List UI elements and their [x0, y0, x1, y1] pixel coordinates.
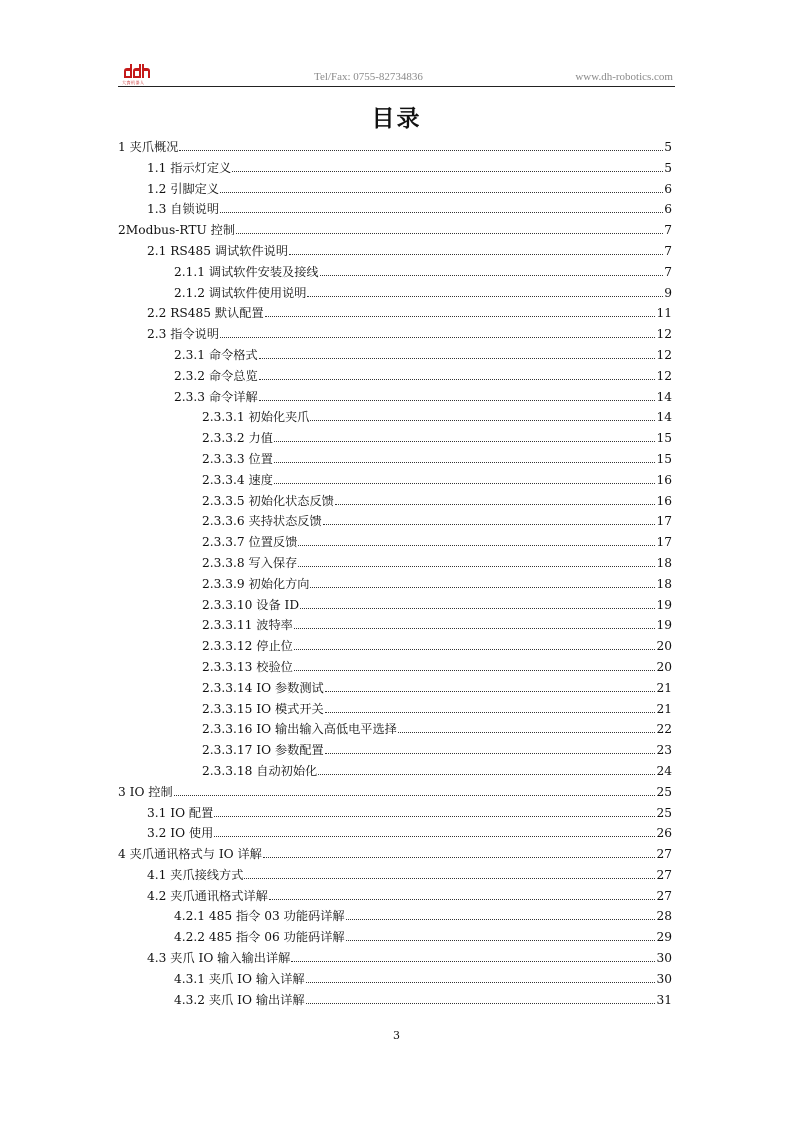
toc-entry-page: 18	[656, 555, 672, 570]
toc-entry-label: 2.3.3.9 初始化方向	[202, 576, 310, 591]
toc-leader-dots	[269, 898, 656, 900]
toc-entry-page: 14	[656, 410, 672, 425]
toc-entry-label: 2.3.1 命令格式	[174, 347, 258, 362]
toc-leader-dots	[325, 752, 656, 754]
toc-entry[interactable]	[118, 367, 672, 388]
toc-entry-page: 14	[656, 389, 672, 404]
toc-leader-dots	[300, 607, 655, 609]
toc-entry[interactable]	[118, 304, 672, 325]
toc-entry-label: 1 夹爪概况	[118, 140, 179, 154]
toc-entry-page: 19	[656, 597, 672, 612]
toc-leader-dots	[307, 295, 663, 297]
toc-leader-dots	[318, 773, 655, 775]
toc-entry-label: 2Modbus-RTU 控制	[118, 223, 236, 238]
toc-entry-label: 1.1 指示灯定义	[147, 160, 232, 175]
toc-entry-page: 11	[656, 306, 672, 321]
toc-entry-page: 23	[656, 743, 672, 758]
toc-entry[interactable]	[118, 284, 672, 305]
toc-entry-label: 2.3.3.3 位置	[202, 451, 273, 466]
toc-entry[interactable]	[118, 159, 672, 180]
toc-leader-dots	[174, 794, 656, 796]
toc-entry-label: 2.3.2 命令总览	[174, 368, 258, 383]
toc-leader-dots	[232, 170, 663, 172]
toc-leader-dots	[398, 731, 656, 733]
toc-entry[interactable]	[118, 596, 672, 617]
toc-entry-page: 24	[656, 763, 672, 778]
toc-entry-label: 2.1 RS485 调试软件说明	[147, 243, 289, 258]
toc-leader-dots	[244, 877, 655, 879]
toc-entry-label: 1.3 自锁说明	[147, 202, 220, 217]
toc-entry[interactable]	[118, 346, 672, 367]
toc-entry-page: 5	[664, 160, 672, 175]
toc-leader-dots	[310, 586, 655, 588]
toc-entry-page: 17	[656, 514, 672, 529]
table-of-contents	[118, 138, 672, 1011]
toc-leader-dots	[265, 315, 656, 317]
toc-entry-label: 2.3.3.2 力值	[202, 431, 273, 446]
toc-leader-dots	[236, 232, 663, 234]
toc-entry[interactable]	[118, 824, 672, 845]
toc-leader-dots	[179, 149, 663, 151]
toc-entry-page: 7	[664, 243, 672, 258]
toc-entry[interactable]	[118, 616, 672, 637]
toc-leader-dots	[346, 939, 656, 941]
toc-leader-dots	[325, 690, 656, 692]
toc-entry-label: 2.3.3.1 初始化夹爪	[202, 410, 310, 425]
toc-leader-dots	[220, 191, 663, 193]
toc-entry[interactable]	[118, 845, 672, 866]
toc-entry[interactable]	[118, 388, 672, 409]
toc-entry[interactable]	[118, 512, 672, 533]
toc-leader-dots	[274, 482, 656, 484]
toc-entry-page: 18	[656, 576, 672, 591]
toc-entry[interactable]	[118, 221, 672, 242]
toc-entry-page: 30	[656, 971, 672, 986]
toc-entry[interactable]	[118, 970, 672, 991]
toc-entry-label: 4.2.1 485 指令 03 功能码详解	[174, 909, 345, 924]
toc-entry[interactable]	[118, 429, 672, 450]
toc-entry-label: 3 IO 控制	[118, 784, 173, 799]
toc-entry-page: 17	[656, 535, 672, 550]
toc-leader-dots	[323, 523, 656, 525]
toc-entry-page: 6	[664, 202, 672, 217]
toc-leader-dots	[325, 711, 656, 713]
toc-entry[interactable]	[118, 887, 672, 908]
toc-entry-page: 16	[656, 493, 672, 508]
toc-entry-page: 29	[656, 930, 672, 945]
toc-leader-dots	[259, 378, 656, 380]
toc-leader-dots	[320, 274, 664, 276]
toc-entry-label: 4.2.2 485 指令 06 功能码详解	[174, 930, 345, 945]
toc-entry[interactable]	[118, 138, 672, 159]
toc-entry-page: 20	[656, 639, 672, 654]
toc-leader-dots	[298, 544, 655, 546]
toc-leader-dots	[294, 669, 656, 671]
toc-entry-label: 3.1 IO 配置	[147, 805, 214, 820]
toc-entry-page: 19	[656, 618, 672, 633]
toc-entry[interactable]	[118, 408, 672, 429]
logo-text: 大寰机器人	[122, 80, 145, 85]
toc-entry-label: 2.1.2 调试软件使用说明	[174, 285, 307, 300]
toc-entry-page: 26	[656, 826, 672, 841]
toc-entry[interactable]	[118, 180, 672, 201]
toc-entry[interactable]	[118, 658, 672, 679]
page-number: 3	[393, 1029, 400, 1042]
toc-entry[interactable]	[118, 783, 672, 804]
toc-entry[interactable]	[118, 762, 672, 783]
toc-entry[interactable]	[118, 200, 672, 221]
toc-entry-label: 2.3.3.11 波特率	[202, 618, 293, 633]
toc-entry[interactable]	[118, 679, 672, 700]
toc-entry-label: 2.3.3 命令详解	[174, 389, 258, 404]
toc-leader-dots	[306, 1002, 656, 1004]
toc-entry[interactable]	[118, 928, 672, 949]
page-title: 目录	[371, 106, 422, 132]
toc-entry-label: 4.3.2 夹爪 IO 输出详解	[174, 992, 305, 1007]
page-header	[118, 60, 675, 87]
header-phone: Tel/Fax: 0755-82734836	[314, 71, 423, 83]
toc-entry-page: 5	[664, 140, 672, 154]
toc-entry[interactable]	[118, 949, 672, 970]
toc-entry[interactable]	[118, 741, 672, 762]
toc-entry[interactable]	[118, 720, 672, 741]
toc-entry-label: 4.1 夹爪接线方式	[147, 867, 244, 882]
toc-entry-page: 27	[656, 867, 672, 882]
toc-entry-page: 7	[664, 264, 672, 279]
toc-entry-label: 4.3 夹爪 IO 输入输出详解	[147, 951, 291, 966]
toc-leader-dots	[291, 960, 655, 962]
toc-entry-label: 2.1.1 调试软件安装及接线	[174, 264, 319, 279]
toc-entry-label: 2.2 RS485 默认配置	[147, 306, 264, 321]
toc-leader-dots	[274, 461, 656, 463]
toc-entry[interactable]	[118, 700, 672, 721]
toc-entry[interactable]	[118, 242, 672, 263]
toc-entry-page: 25	[656, 784, 672, 799]
toc-entry[interactable]	[118, 991, 672, 1012]
toc-entry[interactable]	[118, 804, 672, 825]
toc-entry-page: 12	[656, 368, 672, 383]
toc-entry-label: 4.3.1 夹爪 IO 输入详解	[174, 971, 305, 986]
toc-leader-dots	[214, 815, 655, 817]
toc-leader-dots	[310, 419, 655, 421]
toc-entry-page: 28	[656, 909, 672, 924]
toc-leader-dots	[259, 399, 656, 401]
toc-leader-dots	[289, 253, 663, 255]
toc-entry-page: 15	[656, 431, 672, 446]
toc-entry-page: 20	[656, 659, 672, 674]
toc-entry-page: 12	[656, 327, 672, 342]
toc-entry-page: 30	[656, 951, 672, 966]
toc-entry-label: 2.3.3.16 IO 输出输入高低电平选择	[202, 722, 397, 737]
toc-entry[interactable]	[118, 450, 672, 471]
toc-leader-dots	[294, 627, 656, 629]
toc-entry-label: 2.3.3.14 IO 参数测试	[202, 680, 324, 695]
toc-entry-page: 16	[656, 472, 672, 487]
toc-entry-label: 2.3.3.7 位置反馈	[202, 535, 298, 550]
toc-entry-page: 27	[656, 847, 672, 862]
toc-entry-page: 7	[664, 223, 672, 238]
toc-entry-label: 2.3.3.18 自动初始化	[202, 763, 318, 778]
toc-entry[interactable]	[118, 575, 672, 596]
toc-entry[interactable]	[118, 907, 672, 928]
toc-entry-label: 2.3.3.13 校验位	[202, 659, 293, 674]
toc-entry-page: 15	[656, 451, 672, 466]
toc-leader-dots	[298, 565, 655, 567]
toc-entry-page: 31	[656, 992, 672, 1007]
dh-logo-icon	[122, 62, 152, 80]
toc-leader-dots	[214, 835, 655, 837]
toc-entry-page: 27	[656, 888, 672, 903]
toc-entry-label: 2.3.3.8 写入保存	[202, 555, 298, 570]
toc-leader-dots	[259, 357, 656, 359]
toc-entry[interactable]	[118, 325, 672, 346]
toc-entry-label: 2.3.3.5 初始化状态反馈	[202, 493, 334, 508]
toc-entry[interactable]	[118, 492, 672, 513]
toc-entry-label: 3.2 IO 使用	[147, 826, 214, 841]
toc-entry-page: 21	[656, 701, 672, 716]
toc-entry-page: 21	[656, 680, 672, 695]
toc-entry[interactable]	[118, 866, 672, 887]
toc-entry-label: 2.3.3.15 IO 模式开关	[202, 701, 324, 716]
toc-entry-label: 2.3.3.10 设备 ID	[202, 597, 300, 612]
toc-entry-page: 12	[656, 347, 672, 362]
toc-leader-dots	[220, 211, 663, 213]
toc-leader-dots	[335, 503, 656, 505]
toc-entry-label: 2.3.3.12 停止位	[202, 639, 293, 654]
toc-entry[interactable]	[118, 263, 672, 284]
toc-entry-label: 2.3.3.4 速度	[202, 472, 273, 487]
toc-entry[interactable]	[118, 554, 672, 575]
toc-leader-dots	[220, 336, 655, 338]
toc-leader-dots	[294, 648, 656, 650]
toc-entry-label: 1.2 引脚定义	[147, 181, 220, 196]
toc-entry[interactable]	[118, 471, 672, 492]
toc-entry-label: 2.3 指令说明	[147, 327, 220, 342]
toc-entry-label: 2.3.3.17 IO 参数配置	[202, 743, 324, 758]
toc-leader-dots	[306, 981, 656, 983]
toc-leader-dots	[274, 440, 656, 442]
toc-entry-label: 4 夹爪通讯格式与 IO 详解	[118, 847, 262, 862]
toc-entry[interactable]	[118, 637, 672, 658]
toc-entry[interactable]	[118, 533, 672, 554]
toc-entry-page: 9	[664, 285, 672, 300]
toc-entry-page: 22	[656, 722, 672, 737]
toc-leader-dots	[263, 856, 656, 858]
toc-entry-label: 4.2 夹爪通讯格式详解	[147, 888, 268, 903]
header-website: www.dh-robotics.com	[575, 71, 673, 83]
toc-leader-dots	[346, 918, 656, 920]
toc-entry-label: 2.3.3.6 夹持状态反馈	[202, 514, 322, 529]
toc-entry-page: 25	[656, 805, 672, 820]
toc-entry-page: 6	[664, 181, 672, 196]
